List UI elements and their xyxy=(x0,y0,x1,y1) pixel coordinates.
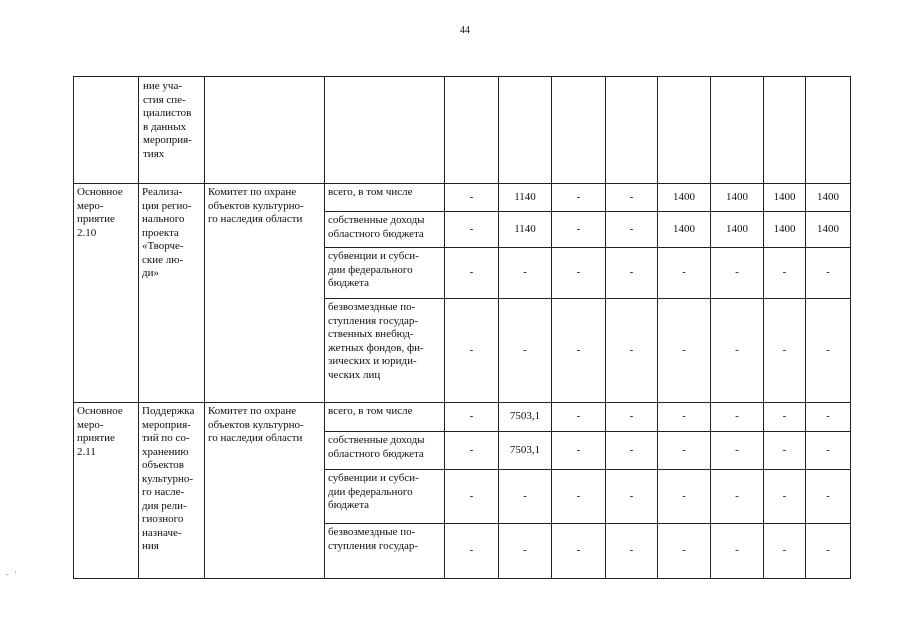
value-cell xyxy=(445,524,499,579)
value-cell-text: - xyxy=(629,343,634,356)
value-cell xyxy=(499,432,552,470)
value-cell-text: - xyxy=(826,343,830,356)
funding-source-cell-text: собственные доходы областного бюджета xyxy=(328,214,425,240)
activity-name-cell xyxy=(139,77,205,184)
activity-name-cell xyxy=(139,403,205,579)
value-cell-text: - xyxy=(469,544,474,557)
value-cell-text: - xyxy=(735,489,739,502)
value-cell xyxy=(658,248,711,299)
executor-cell-text: Комитет по охране объектов культурно- го наследия области xyxy=(208,186,304,225)
funding-source-cell-text: субвенции и субси- дии федерального бюджета xyxy=(328,472,419,511)
value-cell-text: - xyxy=(469,266,474,279)
value-cell-text: 7503,1 xyxy=(509,410,541,423)
value-cell-text: - xyxy=(629,266,634,279)
value-cell xyxy=(658,470,711,524)
value-cell xyxy=(806,470,851,524)
value-cell xyxy=(806,212,851,248)
funding-source-cell xyxy=(325,248,445,299)
value-cell-text: - xyxy=(576,190,581,203)
value-cell-text: 1400 xyxy=(817,222,839,235)
value-cell-text: - xyxy=(682,489,686,502)
value-cell xyxy=(606,524,658,579)
empty-cell xyxy=(606,77,658,184)
activity-name-cell xyxy=(139,184,205,403)
table-row xyxy=(74,184,851,212)
value-cell xyxy=(552,299,606,403)
value-cell-text: 1400 xyxy=(773,190,796,203)
value-cell-text: 1400 xyxy=(726,190,748,203)
value-cell xyxy=(552,184,606,212)
value-cell xyxy=(499,248,552,299)
value-cell xyxy=(499,403,552,432)
value-cell-text: - xyxy=(735,544,739,557)
value-cell-text: - xyxy=(682,544,686,557)
activity-label-cell xyxy=(74,403,139,579)
value-cell-text: - xyxy=(469,222,474,235)
value-cell-text: - xyxy=(523,343,527,356)
value-cell-text: 1140 xyxy=(514,190,536,203)
value-cell-text: - xyxy=(523,544,527,557)
activity-name-cell-text: ние уча- стия спе- циалистов в данных мероприя- тиях xyxy=(143,80,192,160)
empty-cell xyxy=(806,77,851,184)
value-cell xyxy=(552,432,606,470)
value-cell-text: - xyxy=(782,489,787,502)
value-cell-text: - xyxy=(523,489,527,502)
value-cell xyxy=(764,432,806,470)
value-cell-text: 1400 xyxy=(726,222,748,235)
executor-cell xyxy=(205,184,325,403)
value-cell xyxy=(806,403,851,432)
value-cell xyxy=(806,432,851,470)
empty-cell xyxy=(658,77,711,184)
value-cell xyxy=(658,184,711,212)
value-cell xyxy=(764,299,806,403)
value-cell xyxy=(606,212,658,248)
funding-source-cell-text: безвозмездные по- ступления государ- xyxy=(328,526,419,552)
value-cell xyxy=(606,184,658,212)
value-cell xyxy=(499,524,552,579)
value-cell xyxy=(711,432,764,470)
value-cell-text: - xyxy=(576,544,581,557)
value-cell-text: - xyxy=(826,544,830,557)
activity-label-cell xyxy=(74,184,139,403)
value-cell-text: - xyxy=(576,222,581,235)
funding-source-cell-text: всего, в том числе xyxy=(328,186,413,198)
value-cell-text: - xyxy=(735,266,739,279)
value-cell xyxy=(499,470,552,524)
value-cell-text: - xyxy=(576,489,581,502)
value-cell-text: - xyxy=(629,489,634,502)
value-cell-text: 1400 xyxy=(673,222,695,235)
funding-source-cell-text: безвозмездные по- ступления государ- ственных внебюд- жетных фондов, фи- зических и юриди- ческих лиц xyxy=(328,301,424,381)
value-cell-text: - xyxy=(469,443,474,456)
value-cell-text: - xyxy=(523,266,527,279)
value-cell xyxy=(552,248,606,299)
value-cell-text: - xyxy=(576,410,581,423)
value-cell-text: - xyxy=(782,544,787,557)
value-cell xyxy=(445,470,499,524)
value-cell-text: - xyxy=(782,266,787,279)
value-cell xyxy=(499,212,552,248)
value-cell-text: 1400 xyxy=(773,222,796,235)
value-cell xyxy=(658,432,711,470)
executor-cell xyxy=(205,403,325,579)
value-cell xyxy=(806,248,851,299)
value-cell xyxy=(445,184,499,212)
table-body xyxy=(74,77,851,579)
value-cell-text: - xyxy=(629,410,634,423)
value-cell xyxy=(606,432,658,470)
value-cell xyxy=(711,299,764,403)
value-cell xyxy=(445,299,499,403)
margin-mark: - ' xyxy=(6,570,17,579)
value-cell xyxy=(606,248,658,299)
value-cell xyxy=(764,212,806,248)
value-cell xyxy=(658,403,711,432)
activity-label-cell xyxy=(74,77,139,184)
value-cell xyxy=(764,470,806,524)
empty-cell xyxy=(499,77,552,184)
value-cell xyxy=(806,299,851,403)
empty-cell xyxy=(205,77,325,184)
empty-cell xyxy=(552,77,606,184)
budget-table xyxy=(73,76,851,579)
empty-cell xyxy=(445,77,499,184)
funding-source-cell-text: субвенции и субси- дии федерального бюджета xyxy=(328,250,419,289)
value-cell-text: - xyxy=(682,410,686,423)
value-cell xyxy=(606,299,658,403)
activity-label-cell-text: Основное меро- приятие 2.11 xyxy=(77,405,123,458)
value-cell-text: - xyxy=(682,443,686,456)
value-cell xyxy=(658,212,711,248)
value-cell xyxy=(764,184,806,212)
value-cell-text: 1400 xyxy=(673,190,695,203)
value-cell-text: - xyxy=(469,410,474,423)
value-cell-text: - xyxy=(826,410,830,423)
value-cell xyxy=(445,248,499,299)
funding-source-cell-text: собственные доходы областного бюджета xyxy=(328,434,425,460)
value-cell-text: - xyxy=(782,410,787,423)
value-cell-text: - xyxy=(576,443,581,456)
value-cell xyxy=(606,403,658,432)
value-cell-text: - xyxy=(782,443,787,456)
funding-source-cell xyxy=(325,432,445,470)
value-cell xyxy=(764,248,806,299)
value-cell xyxy=(552,403,606,432)
value-cell xyxy=(711,248,764,299)
value-cell xyxy=(445,432,499,470)
value-cell xyxy=(806,184,851,212)
value-cell xyxy=(764,524,806,579)
value-cell xyxy=(711,403,764,432)
empty-cell xyxy=(325,77,445,184)
value-cell-text: 1140 xyxy=(514,222,536,235)
value-cell-text: - xyxy=(826,489,830,502)
value-cell-text: - xyxy=(576,343,581,356)
funding-source-cell xyxy=(325,403,445,432)
value-cell xyxy=(806,524,851,579)
value-cell xyxy=(658,524,711,579)
funding-source-cell xyxy=(325,299,445,403)
value-cell xyxy=(499,299,552,403)
value-cell-text: - xyxy=(682,343,686,356)
value-cell xyxy=(552,470,606,524)
value-cell xyxy=(445,403,499,432)
funding-source-cell xyxy=(325,184,445,212)
activity-label-cell-text: Основное меро- приятие 2.10 xyxy=(77,186,123,239)
value-cell xyxy=(552,212,606,248)
value-cell-text: 7503,1 xyxy=(509,443,541,456)
value-cell xyxy=(552,524,606,579)
value-cell-text: - xyxy=(629,443,634,456)
value-cell xyxy=(499,184,552,212)
value-cell xyxy=(711,470,764,524)
value-cell xyxy=(711,184,764,212)
table-row xyxy=(74,403,851,432)
page-number: 44 xyxy=(460,25,470,36)
value-cell xyxy=(606,470,658,524)
value-cell-text: - xyxy=(469,343,474,356)
value-cell-text: - xyxy=(576,266,581,279)
value-cell-text: - xyxy=(469,489,474,502)
value-cell-text: - xyxy=(629,544,634,557)
value-cell xyxy=(711,212,764,248)
empty-cell xyxy=(711,77,764,184)
funding-source-cell xyxy=(325,524,445,579)
value-cell-text: - xyxy=(735,343,739,356)
value-cell-text: - xyxy=(629,222,634,235)
funding-source-cell xyxy=(325,470,445,524)
value-cell-text: - xyxy=(629,190,634,203)
funding-source-cell xyxy=(325,212,445,248)
value-cell xyxy=(658,299,711,403)
value-cell-text: - xyxy=(826,266,830,279)
value-cell-text: - xyxy=(782,343,787,356)
value-cell-text: - xyxy=(735,443,739,456)
empty-cell xyxy=(764,77,806,184)
activity-name-cell-text: Реализа- ция регио- нального проекта «Творче- ские лю- ди» xyxy=(142,186,192,279)
value-cell-text: - xyxy=(469,190,474,203)
activity-name-cell-text: Поддержка мероприя- тий по со- хранению объектов культурно- го насле- дия рели- гиозного назначе- ния xyxy=(142,405,195,552)
value-cell-text: 1400 xyxy=(817,190,839,203)
funding-source-cell-text: всего, в том числе xyxy=(328,405,413,417)
value-cell-text: - xyxy=(682,266,686,279)
value-cell xyxy=(445,212,499,248)
value-cell xyxy=(711,524,764,579)
value-cell-text: - xyxy=(735,410,739,423)
table-row-continuation xyxy=(74,77,851,184)
value-cell-text: - xyxy=(826,443,830,456)
value-cell xyxy=(764,403,806,432)
executor-cell-text: Комитет по охране объектов культурно- го наследия области xyxy=(208,405,304,444)
